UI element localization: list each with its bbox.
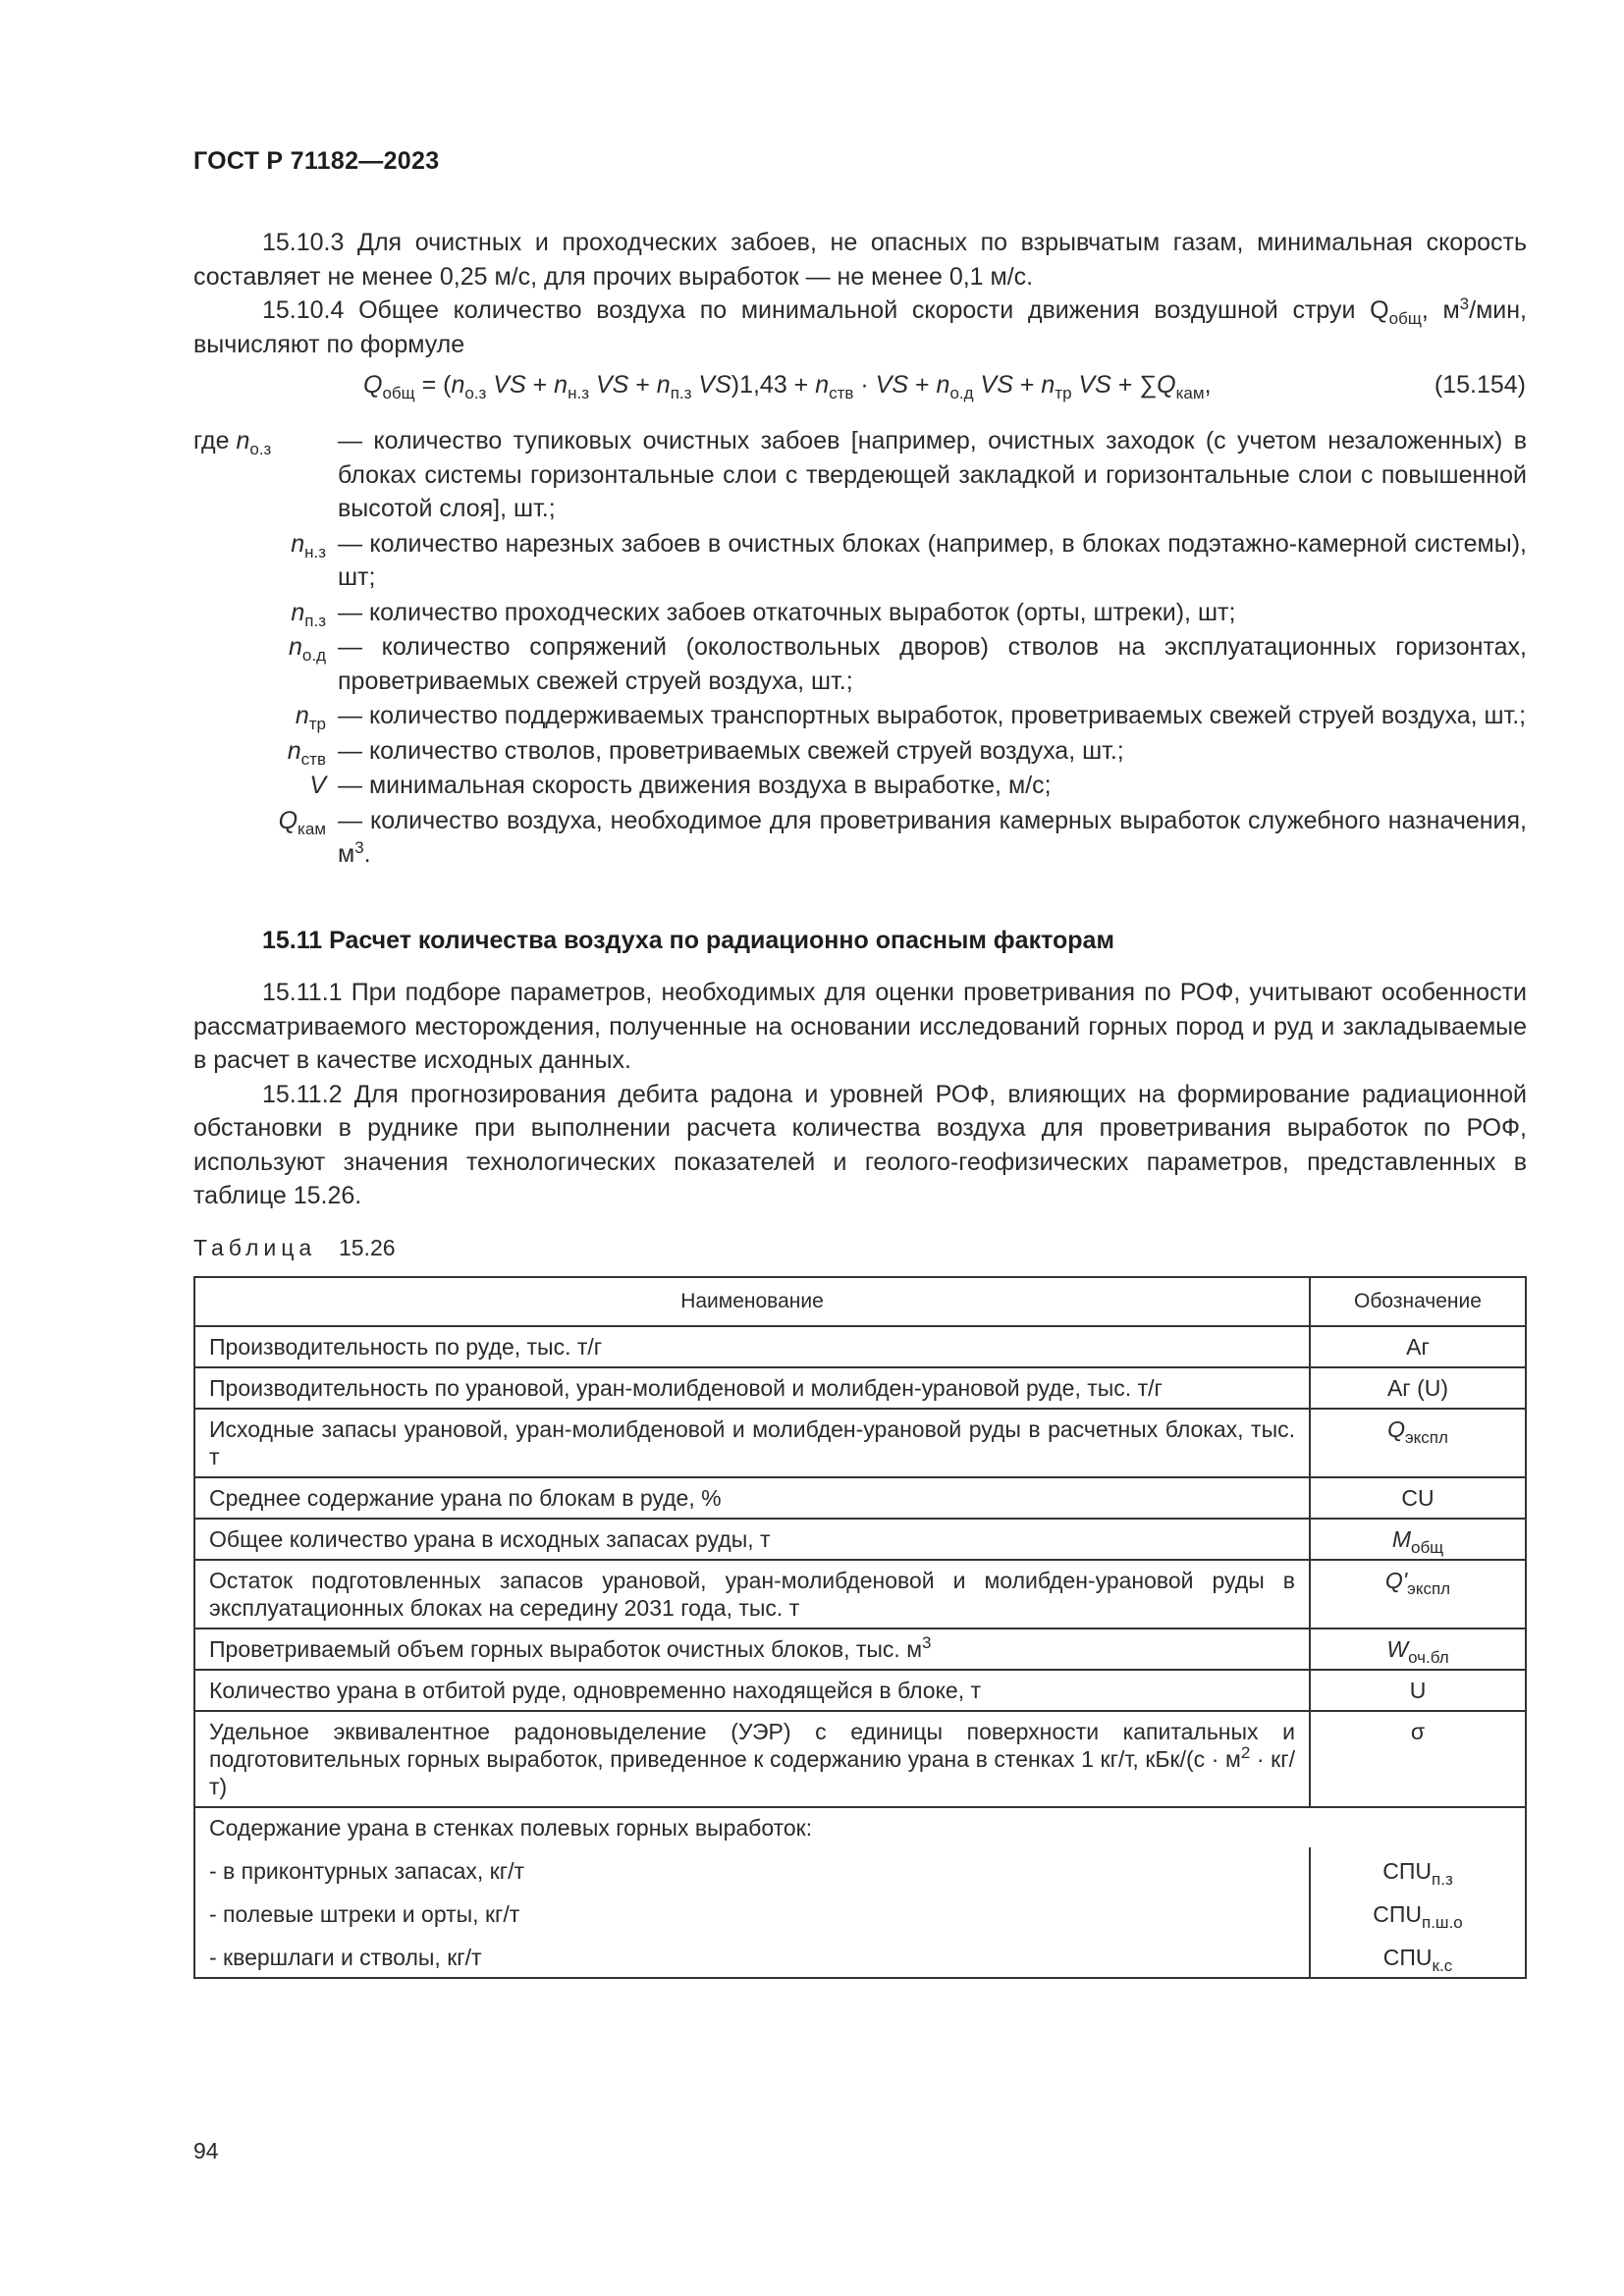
definition-item: где $n_{о.з}$ — количество тупиковых очистных забоев [например, очистных заходок (с учетом незаложенных) в блоках системы горизонтальные слои с твердеющей закладкой и горизонтальные слои с повышенной высотой слоя], шт.; bbox=[193, 427, 1527, 522]
parameters-table bbox=[193, 1276, 1527, 1979]
table-row: Производительность по урановой, уран-молибденовой и молибден-урановой руде, тыс. т/г Аг (U) bbox=[194, 1367, 1526, 1409]
table-row: Удельное эквивалентное радоновыделение (УЭР) с единицы поверхности капитальных и подготовительных горных выработок, приведенное к содержанию урана в стенках 1 кг/т, $кБк/(с \cdot м^2 \cdot кг/т)$ σ bbox=[194, 1711, 1526, 1807]
body-text-section bbox=[193, 976, 1527, 1213]
column-header-name: Наименование bbox=[194, 1277, 1310, 1326]
table-row: - квершлаги и стволы, кг/т $СПU_{к.с}$ bbox=[194, 1934, 1526, 1978]
definition-item: $Q_{кам}$ — количество воздуха, необходимое для проветривания камерных выработок служебного назначения, $м^3$. bbox=[278, 806, 1527, 868]
column-header-symbol: Обозначение bbox=[1310, 1277, 1526, 1326]
page-number: 94 bbox=[193, 2138, 219, 2163]
paragraph-15-10-3: 15.10.3 Для очистных и проходческих забоев, не опасных по взрывчатым газам, минимальная скорость составляет не менее 0,25 м/с, для прочих выработок — не менее 0,1 м/с. bbox=[193, 229, 1527, 291]
table-row: Производительность по руде, тыс. т/г Аг bbox=[194, 1326, 1526, 1367]
table-group-title-row: Содержание урана в стенках полевых горных выработок: bbox=[194, 1807, 1526, 1847]
table-row: Исходные запасы урановой, уран-молибденовой и молибден-урановой руды в расчетных блоках, тыс. т $Q_{экспл}$ bbox=[194, 1409, 1526, 1477]
definition-item: $n_{п.з}$ — количество проходческих забоев откаточных выработок (орты, штреки), шт; bbox=[291, 598, 1236, 630]
table-header-row bbox=[194, 1277, 1526, 1326]
table-row: Проветриваемый объем горных выработок очистных блоков, тыс. $м^3$ $W_{оч.бл}$ bbox=[194, 1629, 1526, 1670]
definition-item: $n_{н.з}$ — количество нарезных забоев в очистных блоках (например, в блоках подэтажно-камерной системы), шт; bbox=[291, 529, 1527, 591]
table-row: Среднее содержание урана по блокам в руде, % CU bbox=[194, 1477, 1526, 1519]
body-text-top bbox=[193, 226, 1527, 361]
definition-item: $n_{тр}$ — количество поддерживаемых транспортных выработок, проветриваемых свежей струей воздуха, шт.; bbox=[295, 702, 1527, 733]
table-caption: Таблица 15.26 bbox=[193, 1235, 396, 1260]
formula-15-154: $Q_{общ} = (n_{о.з}$ VS + $n_{н.з}$ VS + $n_{п.з}$ $VS)1,43 + n_{ств}$ · VS + $n_{о.д}$ VS + $n_{тр}$ VS + $\sum Q_{кам}$, bbox=[363, 371, 1212, 402]
paragraph-15-11-1: 15.11.1 При подборе параметров, необходимых для оценки проветривания по РОФ, учитывают особенности рассматриваемого месторождения, полученные на основании исследований горных пород и руд и закладываемые в расчет в качестве исходных данных. bbox=[193, 979, 1527, 1074]
definition-item: $n_{о.д}$ — количество сопряжений (околоствольных дворов) стволов на эксплуатационных горизонтах, проветриваемых свежей струей воздуха, шт.; bbox=[288, 633, 1527, 695]
section-title: 15.11 Расчет количества воздуха по радиационно опасным факторам bbox=[262, 927, 1114, 954]
definition-item: $n_{ств}$ — количество стволов, проветриваемых свежей струей воздуха, шт.; bbox=[287, 736, 1124, 769]
table-row: Количество урана в отбитой руде, одновременно находящейся в блоке, т U bbox=[194, 1670, 1526, 1711]
formula-number: (15.154) bbox=[1434, 371, 1526, 399]
table-row: Общее количество урана в исходных запасах руды, т $M_{общ}$ bbox=[194, 1519, 1526, 1560]
table-row: - в приконтурных запасах, кг/т $СПU_{п.з}$ bbox=[194, 1847, 1526, 1891]
table-row: Остаток подготовленных запасов урановой, уран-молибденовой и молибден-урановой руды в эксплуатационных блоках на середину 2031 года, тыс. т $Q'_{экспл}$ bbox=[194, 1560, 1526, 1629]
paragraph-15-11-2: 15.11.2 Для прогнозирования дебита радона и уровней РОФ, влияющих на формирование радиационной обстановки в руднике при выполнении расчета количества воздуха для проветривания выработок по РОФ, используют значения технологических показателей и геолого-геофизических параметров, представленных в таблице 15.26. bbox=[193, 1080, 1527, 1209]
paragraph-15-10-4: 15.10.4 Общее количество воздуха по минимальной скорости движения воздушной струи $Q_{общ}$, $м^3$/мин, вычисляют по формуле bbox=[193, 294, 1527, 358]
definitions-list bbox=[193, 424, 1527, 873]
standard-header: ГОСТ Р 71182—2023 bbox=[193, 147, 440, 175]
table-row: - полевые штреки и орты, кг/т $СПU_{п.ш.о}$ bbox=[194, 1891, 1526, 1934]
definition-item: V — минимальная скорость движения воздуха в выработке, м/с; bbox=[309, 772, 1052, 799]
